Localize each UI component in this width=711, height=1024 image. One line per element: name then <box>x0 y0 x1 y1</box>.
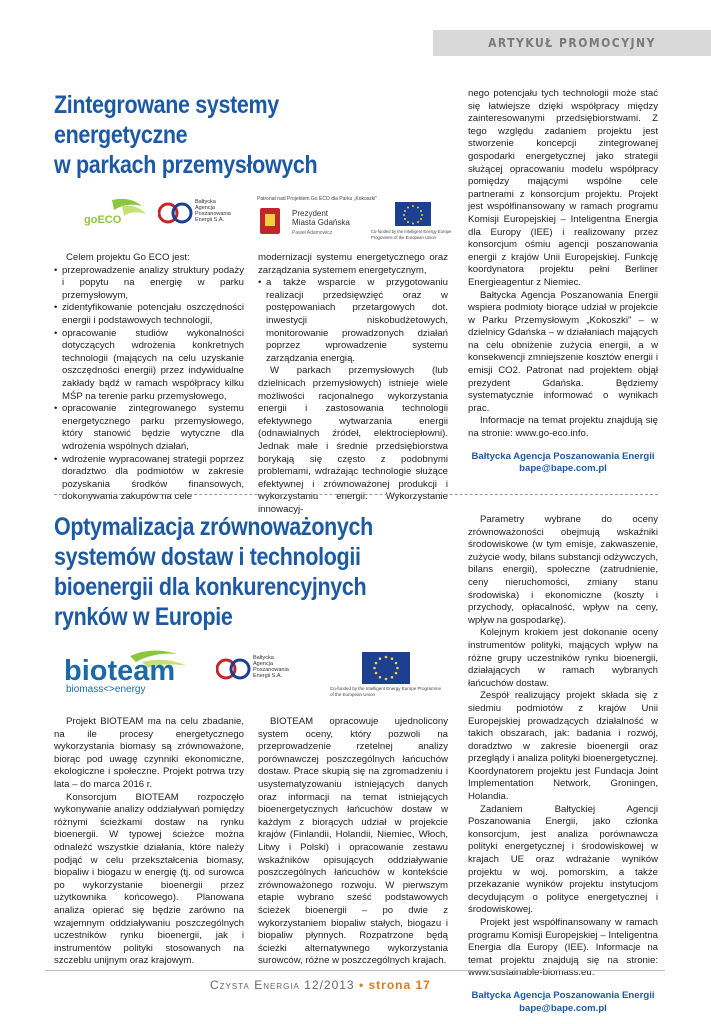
article2-email-link[interactable]: bape@bape.com.pl <box>519 1002 607 1014</box>
article1-signature: Bałtycka Agencja Poszanowania Energii bape@bape.com.pl <box>468 451 658 476</box>
article2-signature: Bałtycka Agencja Poszanowania Energii bape@bape.com.pl <box>468 990 658 1015</box>
svg-text:Agencja: Agencja <box>195 205 215 211</box>
svg-text:Energii S.A.: Energii S.A. <box>253 673 283 679</box>
patronat-caption: Patronat nad Projektem Go ECO dla Parku „Kokoszki” <box>257 196 378 202</box>
svg-text:biomass<>energy: biomass<>energy <box>66 684 146 694</box>
svg-text:Agencja: Agencja <box>253 661 273 667</box>
article1-paragraph: Bałtycka Agencja Poszanowania Energii wspiera podmioty biorące udział w projekcie w Parku Przemysłowym „Kokoszki” – w dzielnicy Gdańska – w działaniach mających na celu obniżenie zużycia energii, a w konsekwencji zmniejszenie kosztów energii i emisji CO2. Patronat nad projektem objął prezydent Gdańska. Będziemy systematycznie informować o wynikach prac. <box>468 289 658 414</box>
section-banner <box>433 30 711 56</box>
magazine-name: Czysta Energia <box>210 978 300 992</box>
svg-text:Miasta Gdańska: Miasta Gdańska <box>292 218 350 227</box>
footer-separator: • <box>358 978 365 992</box>
article-divider <box>54 494 658 495</box>
eu-flag-icon <box>362 652 410 684</box>
article1-paragraph: Informacje na temat projektu znajdują się na stronie: www.go-eco.info. <box>468 415 658 440</box>
article1-intro: Celem projektu Go ECO jest: <box>66 252 190 263</box>
gdansk-logo <box>258 206 378 238</box>
article2-paragraph: Konsorcjum BIOTEAM rozpoczęło wykonywanie analizy oddziaływań pomiędzy różnymi ścieżkami dostaw na rynku bioenergii. W typowej ścieżce można odnaleźć wszystkie działania, które należy podjąć w celu przekształcenia biomasy, biopaliw i biogazu w energię (tj. od surowca po wykorzystanie bioenergii przez użytkownika końcowego). Planowana analiza opierać się będzie zarówno na wzajemnym oddziaływaniu poszczególnych uczestników rynku bioenergii, jak i instrumentów polityki stosowanych na szczeblu unijnym oraz krajowym. <box>54 791 244 967</box>
goeco-text: goECO <box>84 214 122 226</box>
svg-text:Energii S.A.: Energii S.A. <box>195 217 225 223</box>
article2-title: Optymalizacja zrównoważonych systemów dostaw i technologii bioenergii dla konkurencyjnych rynków w Europie <box>54 513 373 631</box>
eu-flag-icon <box>395 202 431 228</box>
article1-bullet: • wdrożenie wypracowanej strategii poprzez doradztwo dla podmiotów w zakresie pozyskania środków finansowych, dokonywania zakupów na cele <box>54 454 244 504</box>
bape-logo <box>216 652 294 688</box>
article2-paragraph: Kolejnym krokiem jest dokonanie oceny instrumentów polityki, mających wpływ na różne grupy uczestników rynku bioenergii, działających w ramach wybranych łańcuchów dostaw. <box>468 627 658 689</box>
bioteam-logo <box>62 648 202 694</box>
article1-bullet: • opracowanie zintegrowanego systemu energetycznego parku przemysłowego, który stanowić będzie wytyczne dla wdrożenia wspólnych działań, <box>54 403 244 453</box>
eu-caption: Co-funded by the Intelligent Energy Europe Programme of the European Union <box>371 229 452 240</box>
article1-bullet: • przeprowadzenie analizy struktury podaży i popytu na energię w parku przemysłowym, <box>54 265 244 303</box>
article2-paragraph: Projekt BIOTEAM ma na celu zbadanie, na ile procesy energetycznego wykorzystania biomasy są zrównoważone, biorąc pod uwagę czynniki ekonomiczne, ekologiczne i społeczne. Projekt potrwa trzy lata – do marca 2016 r. <box>54 716 244 790</box>
article1-col2 <box>258 252 448 516</box>
page-number: strona 17 <box>368 978 431 992</box>
article2-paragraph: Zadaniem Bałtyckiej Agencji Poszanowania Energii, jako członka konsorcjum, jest analiza porównawcza polityki energetycznej i środowiskowej w krajach UE oraz wdrażanie wyników projektu w woj. pomorskim, a także przekazanie wyników projektu instytucjom decydującym o polityce energetycznej i środowiskowej. <box>468 803 658 916</box>
article1-title: Zintegrowane systemy energetyczne w parkach przemysłowych <box>54 91 318 179</box>
goeco-logo <box>82 196 152 236</box>
article2-paragraph: Projekt jest współfinansowany w ramach programu Komisji Europejskiej – Inteligentna Energia dla Europy (IEE). Informacje na temat projektu znajdują się na stronie: www.sustainable-biomass.eu. <box>468 917 658 979</box>
article2-paragraph: BIOTEAM opracowuje ujednolicony system oceny, który pozwoli na przeprowadzenie rzetelnej analizy porównawczej poszczególnych łańcuchów dostaw. Prace skupią się na zgromadzeniu i usystematyzowaniu istniejących danych oraz informacji na temat istniejących bioenergetycznych łańcuchów dostaw w każdym z biorących udział w projekcie krajów (Finlandii, Holandii, Niemiec, Włoch, Litwy i Polski) i opracowanie zestawu wskaźników opisujących oddziaływanie poszczególnych łańcuchów w kontekście zrównoważonego rozwoju. W pierwszym etapie wybrano sześć podstawowych ścieżek bioenergii – po dwie z wykorzystaniem biopaliw stałych, biogazu i biopaliw płynnych. Rozpatrzone będą ścieżki alternatywnego wykorzystania surowców, różne w poszczególnych krajach. <box>258 716 448 967</box>
svg-text:Bałtycka: Bałtycka <box>253 655 274 661</box>
bape-logo <box>158 196 236 232</box>
article2-paragraph: Zespół realizujący projekt składa się z siedmiu podmiotów z krajów Unii Europejskiej prowadzących działalność w takich obszarach, jak: badania i rozwój, doradztwo w zakresie bioenergii oraz przeglądy i analiza polityki bioenergetycznej. Koordynatorem projektu jest Fundacja Joint Implementation Network, Groningen, Holandia. <box>468 690 658 803</box>
article1-col1 <box>54 252 244 504</box>
article1-paragraph: modernizacji systemu energetycznego oraz zarządzania systemem energetycznym, <box>258 252 448 276</box>
svg-text:Poszanowania: Poszanowania <box>253 667 289 673</box>
svg-text:Paweł Adamowicz: Paweł Adamowicz <box>292 230 333 236</box>
section-label: ARTYKUŁ PROMOCYJNY <box>488 36 656 50</box>
article2-col1 <box>54 716 244 968</box>
article1-bullet: • zidentyfikowanie potencjału oszczędności energii i podstawowych technologii, <box>54 302 244 327</box>
article1-paragraph: nego potencjału tych technologii może stać się łatwiejsze dzięki współpracy między zainteresowanymi przedsiębiorstwami. Z tego względu zadaniem projektu jest stworzenie koncepcji zintegrowanej gospodarki energetycznej jako strategii służącej opracowaniu modelu współpracy pomiędzy mającymi wspólne cele partnerami z konsorcjum projektu. Projekt jest współfinansowany w ramach programu Komisji Europejskiej – Inteligentna Energia dla Europy (IEE) i realizowany przez konsorcjum ośmiu agencji poszanowania energii z krajów Unii Europejskiej. Funkcję koordynatora projektu pełni Berliner Energieagentur z Niemiec. <box>468 88 658 288</box>
svg-text:Bałtycka: Bałtycka <box>195 199 216 205</box>
footer-rule <box>45 970 665 971</box>
article1-bullet: • opracowanie studiów wykonalności dotyczących wdrożenia konkretnych technologii (mających na celu uzyskanie oszczędności energii) przez indywidualne zakłady bądź w ramach współpracy kilku MŚP na terenie parku przemysłowego, <box>54 328 244 404</box>
svg-text:bioteam: bioteam <box>64 655 176 687</box>
article1-col3 <box>468 88 658 476</box>
issue-number: 12/2013 <box>304 978 355 992</box>
svg-text:Prezydent: Prezydent <box>292 209 329 218</box>
article1-email-link[interactable]: bape@bape.com.pl <box>519 463 607 475</box>
article2-paragraph: Parametry wybrane do oceny zrównoważoności obejmują wskaźniki środowiskowe (w tym emisje, zakwaszenie, zużycie wody, bilans substancji odżywczych, bilans energii), społeczne (zatrudnienie, ceny nieruchomości, zmiany stanu środowiska) i ekonomiczne (koszty i przychody, opłacalność, wpływ na ceny, wpływ na gospodarkę). <box>468 514 658 626</box>
article1-bullet: • a także wsparcie w przygotowaniu realizacji przedsięwzięć oraz w postępowaniach przetargowych dot. inwestycji niskobudżetowych, monitorowanie prowadzonych działań poprzez wprowadzenie systemu zarządzania energią. <box>258 277 448 365</box>
article2-col2 <box>258 716 448 968</box>
svg-text:Poszanowania: Poszanowania <box>195 211 231 217</box>
article2-col3 <box>468 514 658 1015</box>
article1-paragraph: W parkach przemysłowych (lub dzielnicach przemysłowych) istnieje wiele możliwości racjonalnego wykorzystania energii i zastosowania technologii efektywnego wytwarzania energii (odnawialnych źródeł, elektrociepłowni). Jednak małe i średnie przedsiębiorstwa borykają się często z podobnymi problemami, wdrażając technologie służące efektywnej i zrównoważonej produkcji i wykorzystaniu energii. Wykorzystanie innowacyj- <box>258 365 448 515</box>
footer <box>210 978 431 992</box>
eu-caption: Co-funded by the Intelligent Energy Europe Programme of the European Union <box>330 686 442 697</box>
